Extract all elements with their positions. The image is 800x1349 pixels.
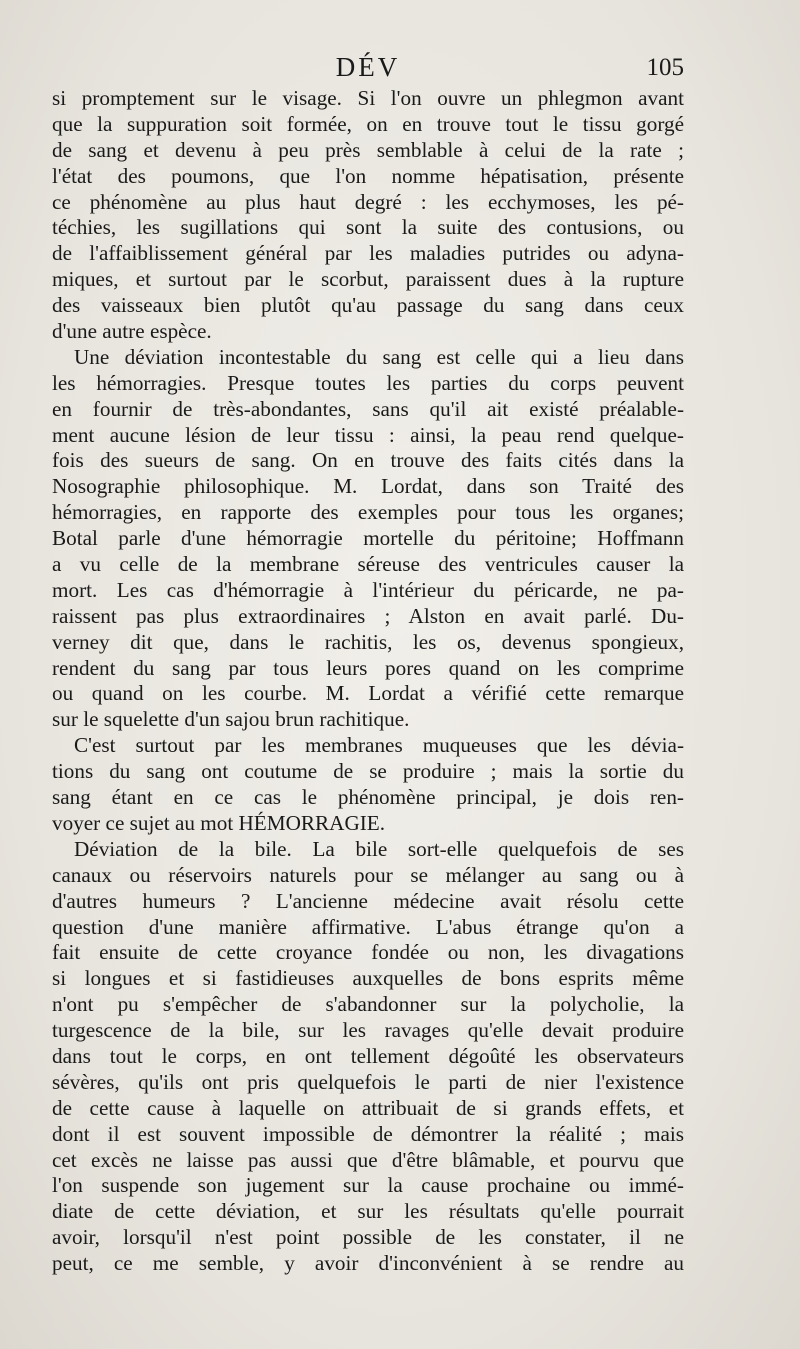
text-line: l'on suspende son jugement sur la cause prochaine ou immé-: [52, 1173, 684, 1198]
text-line: fait ensuite de cette croyance fondée ou non, les divagations: [52, 940, 684, 965]
text-line: n'ont pu s'empêcher de s'abandonner sur la polycholie, la: [52, 992, 684, 1017]
text-line: l'état des poumons, que l'on nomme hépatisation, présente: [52, 163, 684, 188]
text-line: diate de cette déviation, et sur les résultats qu'elle pourrait: [52, 1199, 684, 1224]
text-line: C'est surtout par les membranes muqueuses que les dévia-: [74, 733, 684, 758]
text-line: téchies, les sugillations qui sont la suite des contusions, ou: [52, 215, 684, 240]
text-line: hémorragies, en rapporte des exemples pour tous les organes;: [52, 500, 684, 525]
text-line: miques, et surtout par le scorbut, paraissent dues à la rupture: [52, 267, 684, 292]
text-line: turgescence de la bile, sur les ravages qu'elle devait produire: [52, 1018, 684, 1043]
text-line: canaux ou réservoirs naturels pour se mélanger au sang ou à: [52, 862, 684, 887]
text-line: raissent pas plus extraordinaires ; Alston en avait parlé. Du-: [52, 603, 684, 628]
text-line: dont il est souvent impossible de démontrer la réalité ; mais: [52, 1121, 684, 1146]
text-line: d'autres humeurs ? L'ancienne médecine avait résolu cette: [52, 888, 684, 913]
text-line: tions du sang ont coutume de se produire ; mais la sortie du: [52, 759, 684, 784]
text-line: que la suppuration soit formée, on en trouve tout le tissu gorgé: [52, 111, 684, 136]
text-line: si longues et si fastidieuses auxquelles de bons esprits même: [52, 966, 684, 991]
text-line: sang étant en ce cas le phénomène principal, je dois ren-: [52, 785, 684, 810]
text-line: en fournir de très-abondantes, sans qu'il ait existé préalable-: [52, 396, 684, 421]
text-line: mort. Les cas d'hémorragie à l'intérieur du péricarde, ne pa-: [52, 577, 684, 602]
text-line: Déviation de la bile. La bile sort-elle quelquefois de ses: [74, 836, 684, 861]
text-line: sur le squelette d'un sajou brun rachitique.: [52, 707, 410, 732]
text-line: fois des sueurs de sang. On en trouve des faits cités dans la: [52, 448, 684, 473]
page-number: 105: [646, 54, 684, 81]
text-line: avoir, lorsqu'il n'est point possible de les constater, il ne: [52, 1225, 684, 1250]
text-line: rendent du sang par tous leurs pores quand on les comprime: [52, 655, 684, 680]
text-line: ce phénomène au plus haut degré : les ecchymoses, les pé-: [52, 189, 684, 214]
text-line: de cette cause à laquelle on attribuait de si grands effets, et: [52, 1095, 684, 1120]
text-line: voyer ce sujet au mot HÉMORRAGIE.: [52, 810, 386, 835]
text-line: Botal parle d'une hémorragie mortelle du péritoine; Hoffmann: [52, 526, 684, 551]
text-line: sévères, qu'ils ont pris quelquefois le parti de nier l'existence: [52, 1069, 684, 1094]
text-line: les hémorragies. Presque toutes les parties du corps peuvent: [52, 370, 684, 395]
text-line: verney dit que, dans le rachitis, les os, devenus spongieux,: [52, 629, 684, 654]
text-line: de sang et devenu à peu près semblable à celui de la rate ;: [52, 137, 684, 162]
text-line: de l'affaiblissement général par les maladies putrides ou adyna-: [52, 241, 684, 266]
text-line: a vu celle de la membrane séreuse des ventricules causer la: [52, 552, 684, 577]
text-line: si promptement sur le visage. Si l'on ouvre un phlegmon avant: [52, 86, 684, 110]
text-line: Nosographie philosophique. M. Lordat, dans son Traité des: [52, 474, 684, 499]
text-line: Une déviation incontestable du sang est celle qui a lieu dans: [74, 344, 684, 369]
page-header: [52, 52, 684, 88]
text-line: des vaisseaux bien plutôt qu'au passage du sang dans ceux: [52, 293, 684, 318]
text-line: ment aucune lésion de leur tissu : ainsi, la peau rend quelque-: [52, 422, 684, 447]
running-head: DÉV: [335, 52, 401, 82]
text-line: d'une autre espèce.: [52, 319, 212, 344]
text-line: peut, ce me semble, y avoir d'inconvénient à se rendre au: [52, 1251, 684, 1276]
text-line: dans tout le corps, en ont tellement dégoûté les observateurs: [52, 1043, 684, 1068]
text-line: cet excès ne laisse pas aussi que d'être blâmable, et pourvu que: [52, 1147, 684, 1172]
text-line: question d'une manière affirmative. L'abus étrange qu'on a: [52, 914, 684, 939]
text-line: ou quand on les courbe. M. Lordat a vérifié cette remarque: [52, 681, 684, 706]
body-text: [52, 86, 684, 1277]
